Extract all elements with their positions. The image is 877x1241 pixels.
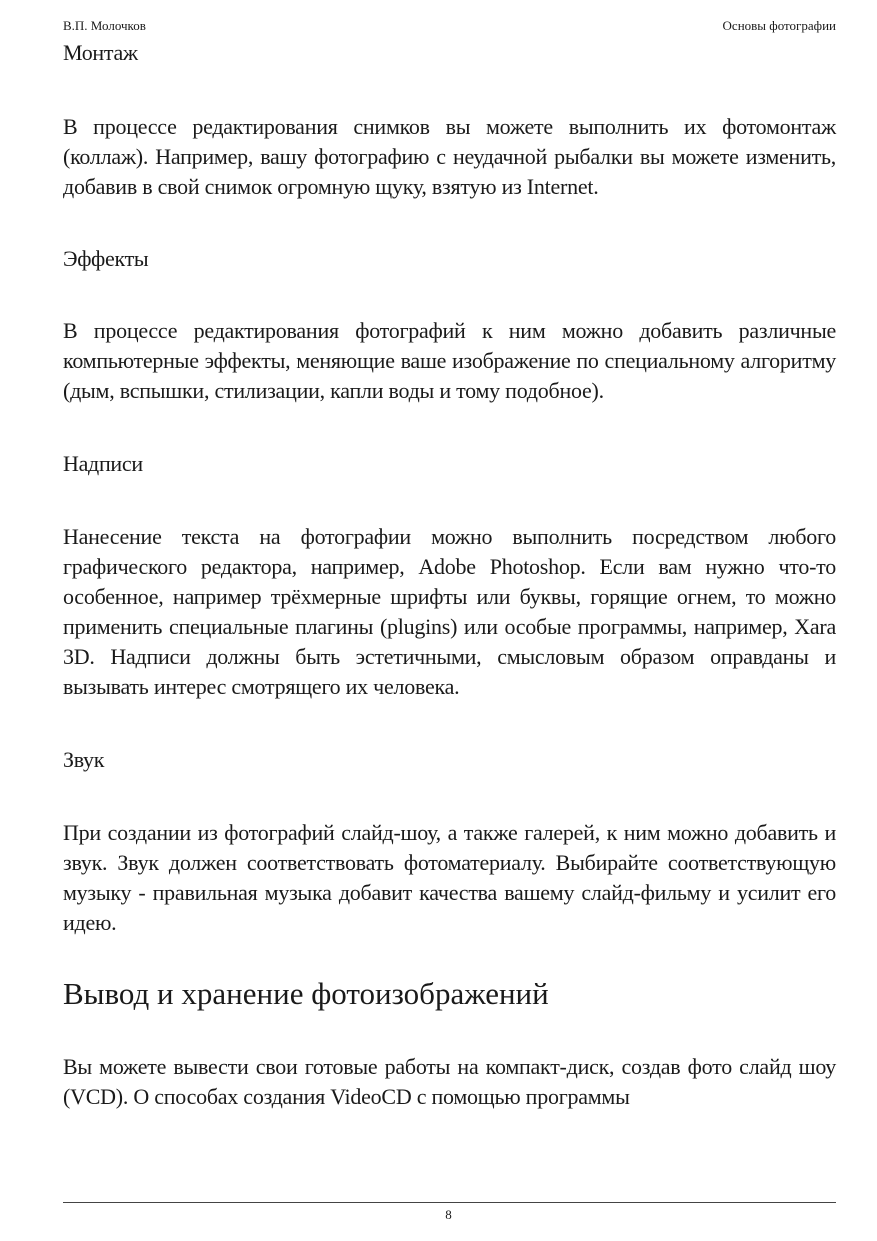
paragraph-output: Вы можете вывести свои готовые работы на компакт-диск, создав фото слайд шоу (VCD). О способах создания VideoCD с помощью программы [63,1054,836,1109]
section-title-sound: Звук [63,747,105,772]
header-book-title: Основы фотографии [722,18,836,33]
section-title-captions: Надписи [63,451,143,476]
page-header [63,17,836,35]
page-content [63,38,836,1112]
footer-divider [63,1202,836,1203]
page-number: 8 [445,1207,452,1222]
section-title-effects: Эффекты [63,246,149,271]
section-title-output: Вывод и хранение фотоизображений [63,976,549,1011]
paragraph-montage: В процессе редактирования снимков вы можете выполнить их фотомонтаж (коллаж). Например, вашу фотографию с неудачной рыбалки вы можете изменить, добавив в свой снимок огромную щуку, взятую из Internet. [63,114,836,199]
paragraph-effects: В процессе редактирования фотографий к ним можно добавить различные компьютерные эффекты, меняющие ваше изображение по специальному алгоритму (дым, вспышки, стилизации, капли воды и тому подобное). [63,318,836,403]
paragraph-sound: При создании из фотографий слайд-шоу, а также галерей, к ним можно добавить и звук. Звук должен соответствовать фотоматериалу. Выбирайте соответствующую музыку - правильная музыка добавит качества вашему слайд-фильму и усилит его идею. [63,820,836,935]
section-title-montage: Монтаж [63,40,138,65]
paragraph-captions: Нанесение текста на фотографии можно выполнить посредством любого графического редактора, например, Adobe Photoshop. Если вам нужно что-то особенное, например трёхмерные шрифты или буквы, горящие огнем, то можно применить специальные плагины (plugins) или особые программы, например, Xara 3D. Надписи должны быть эстетичными, смысловым образом оправданы и вызывать интерес смотрящего их человека. [63,524,836,699]
header-author: В.П. Молочков [63,18,146,33]
